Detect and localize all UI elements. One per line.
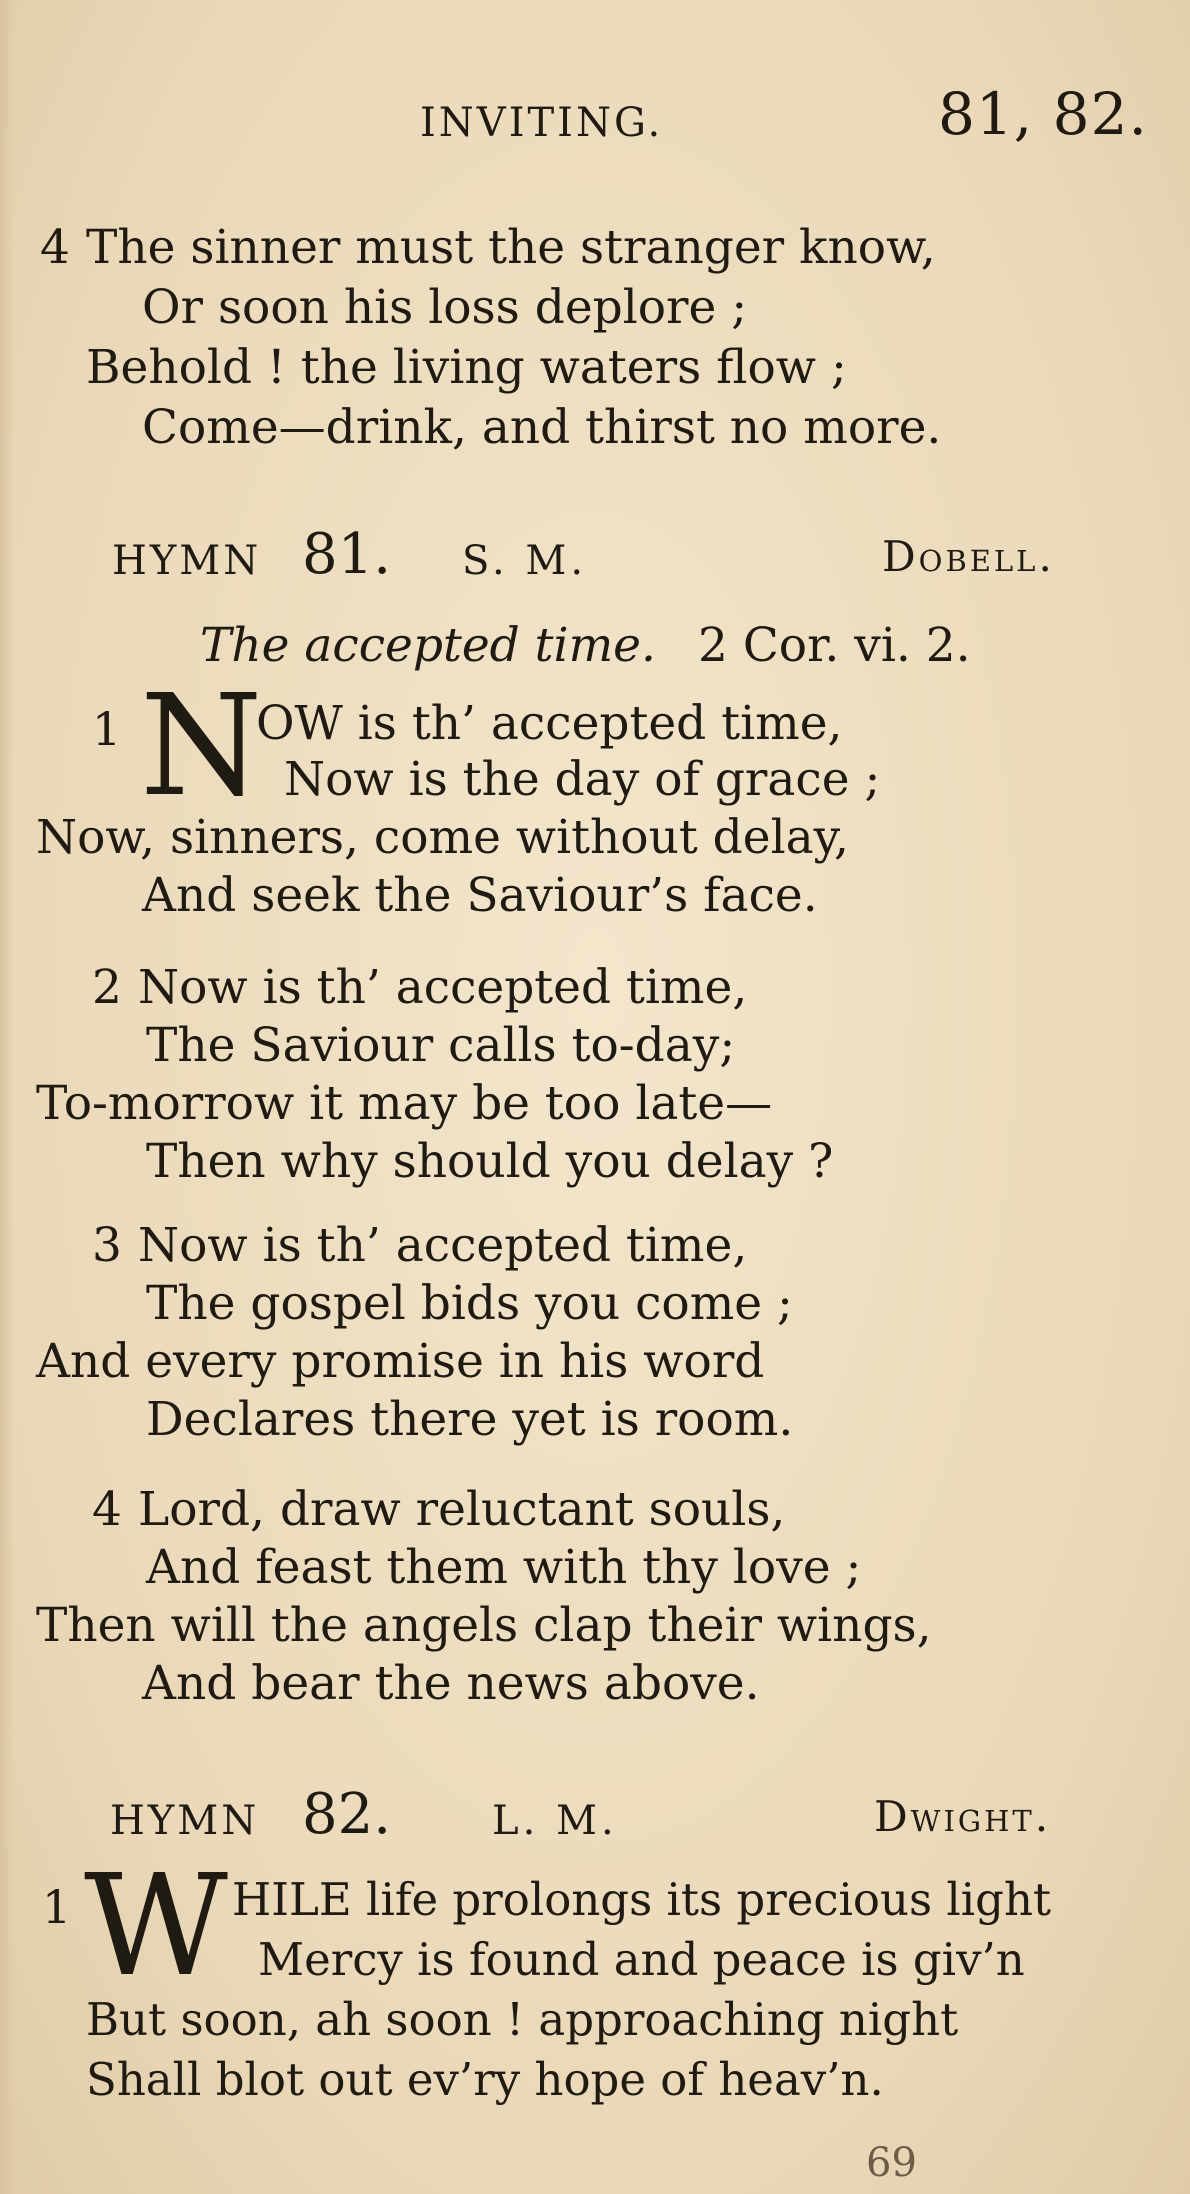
hymn82-meter: L. M. <box>492 1798 618 1844</box>
carryover-line-1: The sinner must the stranger know, <box>86 220 936 275</box>
hymn82-s1-line-4: Shall blot out ev’ry hope of heav’n. <box>86 2053 884 2106</box>
hymn81-s4-line-1: Lord, draw reluctant souls, <box>138 1482 786 1537</box>
hymn82-stanza1-number: 1 <box>42 1880 72 1934</box>
hymn82-s1-line-2: Mercy is found and peace is giv’n <box>258 1933 1025 1986</box>
hymn81-author: Dobell. <box>882 532 1055 581</box>
hymn81-s2-line-1: Now is th’ accepted time, <box>138 960 748 1015</box>
hymn81-s1-line-2: Now is the day of grace ; <box>284 752 881 807</box>
hymn81-s2-line-3: To-morrow it may be too late— <box>36 1076 773 1131</box>
hymn81-s1-line-1: OW is th’ accepted time, <box>256 696 843 751</box>
hymn81-s2-line-4: Then why should you delay ? <box>146 1134 834 1189</box>
hymn81-stanza4-number: 4 <box>92 1482 122 1537</box>
hymn81-s4-line-4: And bear the news above. <box>142 1656 760 1711</box>
hymn81-subtitle-reference: 2 Cor. vi. 2. <box>698 618 971 673</box>
hymn81-number: 81. <box>302 522 392 587</box>
carryover-line-3: Behold ! the living waters flow ; <box>86 340 847 395</box>
hymn81-stanza2-number: 2 <box>92 960 122 1015</box>
hymn81-s3-line-1: Now is th’ accepted time, <box>138 1218 748 1273</box>
hymn82-s1-line-3: But soon, ah soon ! approaching night <box>86 1993 959 2046</box>
carryover-stanza-number: 4 <box>40 220 70 275</box>
hymn81-dropcap: N <box>140 665 263 828</box>
hymn81-label: HYMN <box>112 538 262 584</box>
running-title: INVITING. <box>420 100 664 146</box>
hymn82-s1-line-1: HILE life prolongs its precious light <box>232 1873 1052 1926</box>
hymn82-number: 82. <box>302 1782 392 1847</box>
hymn81-s3-line-2: The gospel bids you come ; <box>146 1276 793 1331</box>
hymn81-stanza3-number: 3 <box>92 1218 122 1273</box>
hymn81-subtitle-title <box>200 618 656 673</box>
hymn81-meter: S. M. <box>462 538 588 584</box>
carryover-line-4: Come—drink, and thirst no more. <box>142 400 942 455</box>
hymn81-s3-line-4: Declares there yet is room. <box>146 1392 794 1447</box>
carryover-line-2: Or soon his loss deplore ; <box>142 280 748 335</box>
hymn81-s1-line-4: And seek the Saviour’s face. <box>142 868 818 923</box>
hymn81-s4-line-3: Then will the angels clap their wings, <box>36 1598 932 1653</box>
hymn81-subtitle-italic: The accepted time. <box>200 618 656 673</box>
hymn81-s2-line-2: The Saviour calls to-day; <box>146 1018 736 1073</box>
hymn81-stanza1-number: 1 <box>92 702 122 756</box>
hymn82-author: Dwight. <box>874 1792 1052 1841</box>
hymn82-label: HYMN <box>110 1798 260 1844</box>
hymn81-s4-line-2: And feast them with thy love ; <box>146 1540 862 1595</box>
hymn82-dropcap: W <box>84 1845 228 2008</box>
hymn81-s1-line-3: Now, sinners, come without delay, <box>36 810 849 865</box>
page-edge-shadow <box>0 0 14 2194</box>
hymn81-s3-line-3: And every promise in his word <box>36 1334 765 1389</box>
page-folio-number: 69 <box>866 2140 917 2186</box>
page-hymn-range: 81, 82. <box>938 80 1148 148</box>
